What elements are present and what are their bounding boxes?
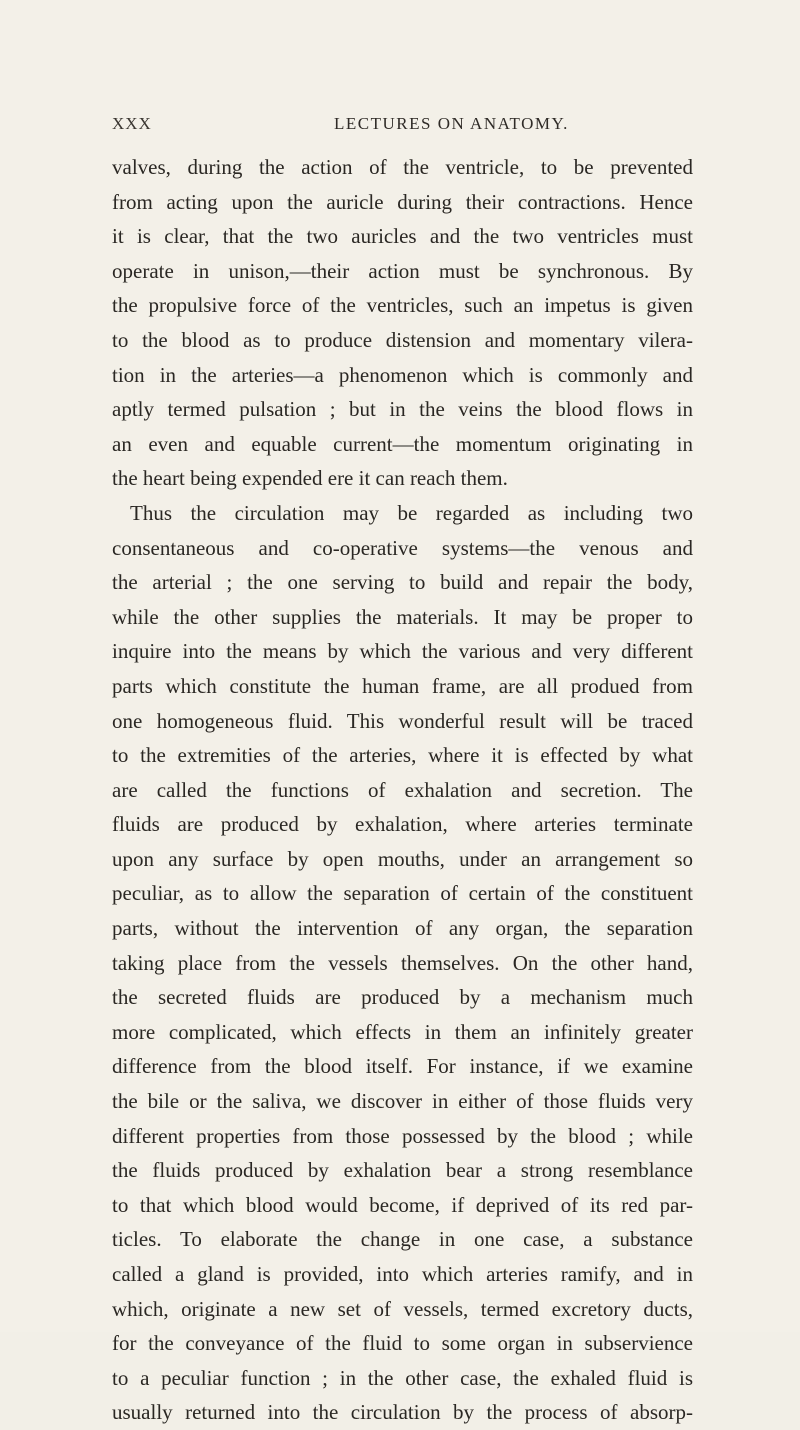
text-line: while the other supplies the materials. It may be proper to: [112, 604, 693, 629]
text-line: ticles. To elaborate the change in one case, a substance: [112, 1227, 693, 1252]
text-line: fluids are produced by exhalation, where arteries terminate: [112, 812, 693, 837]
text-line: inquire into the means by which the various and very different: [112, 639, 693, 664]
text-line: the heart being expended ere it can reach them.: [112, 466, 508, 491]
text-line: the bile or the saliva, we discover in either of those fluids very: [112, 1089, 693, 1114]
text-line: for the conveyance of the fluid to some organ in subservience: [112, 1331, 693, 1356]
body-text: [112, 150, 693, 1430]
text-line: usually returned into the circulation by the process of absorp-: [112, 1400, 693, 1425]
text-line: aptly termed pulsation ; but in the veins the blood flows in: [112, 397, 693, 422]
text-line: consentaneous and co-operative systems—the venous and: [112, 535, 693, 560]
text-line: one homogeneous fluid. This wonderful result will be traced: [112, 708, 693, 733]
text-line: from acting upon the auricle during their contractions. Hence: [112, 189, 693, 214]
text-line: peculiar, as to allow the separation of certain of the constituent: [112, 881, 693, 906]
running-title: LECTURES ON ANATOMY.: [334, 114, 569, 133]
text-line: the fluids produced by exhalation bear a strong resemblance: [112, 1158, 693, 1183]
text-line: to the extremities of the arteries, where it is effected by what: [112, 743, 693, 768]
text-line: called a gland is provided, into which arteries ramify, and in: [112, 1262, 693, 1286]
text-line: taking place from the vessels themselves. On the other hand,: [112, 950, 693, 975]
text-line: it is clear, that the two auricles and the two ventricles must: [112, 224, 693, 249]
text-line: to a peculiar function ; in the other case, the exhaled fluid is: [112, 1365, 693, 1390]
text-line: upon any surface by open mouths, under an arrangement so: [112, 846, 693, 871]
text-line: parts, without the intervention of any organ, the separation: [112, 916, 693, 941]
text-line: parts which constitute the human frame, are all produed from: [112, 673, 693, 698]
text-line: an even and equable current—the momentum originating in: [112, 431, 693, 456]
text-line: difference from the blood itself. For instance, if we examine: [112, 1054, 693, 1079]
text-line: Thus the circulation may be regarded as including two: [130, 500, 693, 525]
text-line: the propulsive force of the ventricles, such an impetus is given: [112, 293, 693, 318]
text-line: the arterial ; the one serving to build and repair the body,: [112, 570, 693, 595]
text-line: different properties from those possessed by the blood ; while: [112, 1123, 693, 1148]
text-line: more complicated, which effects in them an infinitely greater: [112, 1019, 693, 1044]
running-head: [112, 114, 692, 144]
text-line: to that which blood would become, if deprived of its red par-: [112, 1192, 693, 1217]
text-line: valves, during the action of the ventricle, to be prevented: [112, 155, 693, 179]
page-number: XXX: [112, 114, 152, 133]
text-line: which, originate a new set of vessels, termed excretory ducts,: [112, 1296, 693, 1321]
text-line: to the blood as to produce distension and momentary vilera-: [112, 327, 693, 352]
text-line: operate in unison,—their action must be synchronous. By: [112, 258, 693, 283]
text-line: tion in the arteries—a phenomenon which is commonly and: [112, 362, 693, 387]
text-line: are called the functions of exhalation and secretion. The: [112, 777, 693, 802]
text-line: the secreted fluids are produced by a mechanism much: [112, 985, 693, 1010]
